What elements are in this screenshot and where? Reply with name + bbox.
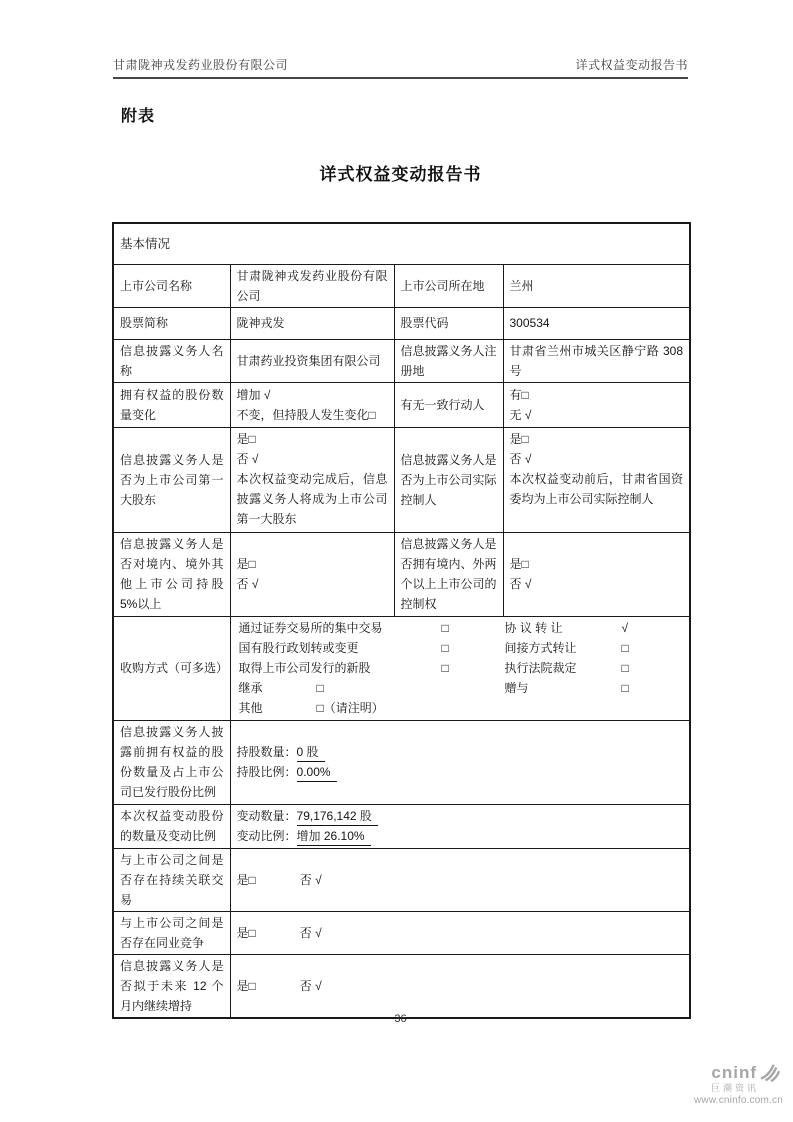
page-number: 36: [394, 1013, 407, 1025]
option-no: 否 √: [236, 577, 259, 591]
cell-value-largest-shareholder: [230, 427, 394, 532]
cell-label-ongoing-related-transactions: 与上市公司之间是否存在持续关联交易: [113, 848, 230, 911]
table-row: [113, 307, 690, 339]
cell-value-stock-code: 300534: [503, 307, 690, 339]
option-yes: 是□: [236, 431, 256, 446]
cell-value-change-amount-ratio: [230, 804, 690, 848]
running-header: [113, 56, 688, 73]
cell-value-ongoing-related-transactions: [230, 848, 690, 911]
acq-option-checkbox: □: [441, 621, 449, 635]
cell-label-actual-controller: 信息披露义务人是否为上市公司实际控制人: [394, 427, 503, 532]
table-section-header: 基本情况: [113, 223, 690, 264]
cell-value-discloser-name: 甘肃药业投资集团有限公司: [230, 339, 394, 382]
acq-option-checkbox: □: [316, 681, 324, 695]
note-will-become-largest-shareholder: 本次权益变动完成后，信息披露义务人将成为上市公司第一大股东: [236, 471, 388, 526]
cell-value-listed-company-location: 兰州: [503, 264, 690, 307]
page-title: 详式权益变动报告书: [319, 165, 482, 184]
change-quantity-value: 79,176,142 股: [297, 807, 378, 826]
acq-option-line: [239, 618, 688, 638]
option-yes: 是□: [236, 557, 256, 571]
cell-value-share-quantity-change: [230, 382, 394, 427]
acq-option-line: [239, 638, 688, 658]
acq-option-checkbox: □: [441, 661, 449, 675]
table-row: [113, 264, 690, 307]
change-quantity-label: 变动数量：: [236, 809, 297, 823]
option-yes: 是□: [236, 925, 256, 940]
table-row: [113, 382, 690, 427]
cell-value-other-listed-5pct: [230, 532, 394, 616]
acq-option-label: 间接方式转让: [504, 641, 577, 655]
table-row: [113, 720, 690, 804]
option-no: 否 √: [299, 872, 322, 887]
option-yes: 是□: [509, 557, 529, 571]
basic-info-table: [112, 222, 691, 1019]
cell-value-increase-next-12-months: [230, 954, 690, 1018]
cninfo-watermark: [655, 1063, 785, 1107]
cell-label-concerted-parties: 有无一致行动人: [394, 382, 503, 427]
cell-label-acquisition-method: 收购方式（可多选）: [113, 616, 230, 720]
option-no: 否 √: [299, 978, 322, 993]
cell-value-actual-controller: [503, 427, 690, 532]
cell-label-discloser-domicile: 信息披露义务人注册地: [394, 339, 503, 382]
acq-option-label: 通过证券交易所的集中交易: [238, 621, 383, 635]
option-yes: 是□: [509, 431, 529, 446]
option-yes: 是□: [236, 978, 256, 993]
cell-value-control-two-listed: [503, 532, 690, 616]
table-row: [113, 532, 690, 616]
acq-option-label: 取得上市公司发行的新股: [238, 661, 371, 675]
cell-label-pre-disclosure-holdings: 信息披露义务人披露前拥有权益的股份数量及占上市公司已发行股份比例: [113, 720, 230, 804]
option-unchanged-holder-change: 不变，但持股人发生变化□: [236, 407, 376, 422]
cell-label-discloser-name: 信息披露义务人名称: [113, 339, 230, 382]
option-none: 无 √: [509, 407, 532, 422]
acq-option-line: [239, 678, 688, 698]
cell-label-largest-shareholder: 信息披露义务人是否为上市公司第一大股东: [113, 427, 230, 532]
change-quantity-line: [237, 806, 684, 826]
acq-option-label: 赠与: [504, 681, 529, 695]
table-row: [113, 339, 690, 382]
cell-label-share-quantity-change: 拥有权益的股份数量变化: [113, 382, 230, 427]
option-no: 否 √: [299, 925, 322, 940]
option-no: 否 √: [509, 451, 532, 466]
option-no: 否 √: [236, 451, 259, 466]
acq-option-line: [239, 698, 688, 718]
acq-option-label: 继承: [238, 681, 263, 695]
cell-value-horizontal-competition: [230, 911, 690, 954]
cell-label-stock-abbr: 股票简称: [113, 307, 230, 339]
cell-label-other-listed-5pct: 信息披露义务人是否对境内、境外其他上市公司持股 5%以上: [113, 532, 230, 616]
acq-option-checkbox: □: [621, 641, 629, 655]
cninfo-chinese-name: 巨潮资讯: [710, 1083, 759, 1093]
cninfo-swirl-icon: [759, 1063, 781, 1083]
option-yes: 是□: [236, 872, 256, 887]
header-company-name: 甘肃陇神戎发药业股份有限公司: [113, 58, 289, 72]
table-row: [113, 427, 690, 532]
table-row: [113, 911, 690, 954]
cninfo-url: www.cninfo.com.cn: [694, 1095, 783, 1106]
change-ratio-value: 增加 26.10%: [297, 827, 371, 846]
holdings-quantity-label: 持股数量：: [236, 745, 297, 759]
cell-label-control-two-listed: 信息披露义务人是否拥有境内、外两个以上上市公司的控制权: [394, 532, 503, 616]
table-row: [113, 616, 690, 720]
acq-option-label: 执行法院裁定: [504, 661, 577, 675]
change-ratio-label: 变动比例：: [236, 829, 297, 843]
holdings-ratio-line: [237, 762, 684, 782]
change-ratio-line: [237, 826, 684, 846]
acq-option-checkbox: □（请注明）: [316, 701, 384, 715]
option-increase: 增加 √: [236, 387, 271, 402]
table-row: [113, 804, 690, 848]
cell-label-change-amount-ratio: 本次权益变动股份的数量及变动比例: [113, 804, 230, 848]
section-heading: 附表: [121, 108, 156, 125]
acq-option-line: [239, 658, 688, 678]
table-row: [113, 848, 690, 911]
acq-option-label: 其他: [238, 701, 263, 715]
cell-label-horizontal-competition: 与上市公司之间是否存在同业竞争: [113, 911, 230, 954]
holdings-ratio-label: 持股比例：: [236, 765, 297, 779]
option-has: 有□: [509, 387, 529, 402]
acq-option-label: 协 议 转 让: [504, 621, 563, 635]
acq-option-checkbox: □: [441, 641, 449, 655]
cell-value-listed-company-name: 甘肃陇神戎发药业股份有限公司: [230, 264, 394, 307]
cell-value-concerted-parties: [503, 382, 690, 427]
cell-acquisition-options: [230, 616, 690, 720]
cell-label-listed-company-location: 上市公司所在地: [394, 264, 503, 307]
holdings-ratio-value: 0.00%: [297, 763, 337, 782]
cell-value-pre-disclosure-holdings: [230, 720, 690, 804]
cninfo-logo-text: cninf: [711, 1063, 757, 1082]
cell-label-increase-next-12-months: 信息披露义务人是否拟于未来 12 个月内继续增持: [113, 954, 230, 1018]
table-row: [113, 954, 690, 1018]
acq-option-checkmark: √: [621, 621, 629, 635]
header-doc-type: 详式权益变动报告书: [575, 58, 688, 72]
cell-value-stock-abbr: 陇神戎发: [230, 307, 394, 339]
cell-label-listed-company-name: 上市公司名称: [113, 264, 230, 307]
table-row: [113, 223, 690, 264]
note-sasac-actual-controller: 本次权益变动前后，甘肃省国资委均为上市公司实际控制人: [509, 471, 684, 506]
cell-label-stock-code: 股票代码: [394, 307, 503, 339]
cell-value-discloser-domicile: 甘肃省兰州市城关区静宁路 308 号: [503, 339, 690, 382]
acq-option-checkbox: □: [621, 681, 629, 695]
header-divider: [113, 77, 688, 79]
acq-option-checkbox: □: [621, 661, 629, 675]
holdings-quantity-line: [237, 742, 684, 762]
holdings-quantity-value: 0 股: [297, 743, 325, 762]
acq-option-label: 国有股行政划转或变更: [238, 641, 359, 655]
cninfo-brand-row: [655, 1063, 785, 1083]
option-no: 否 √: [509, 577, 532, 591]
